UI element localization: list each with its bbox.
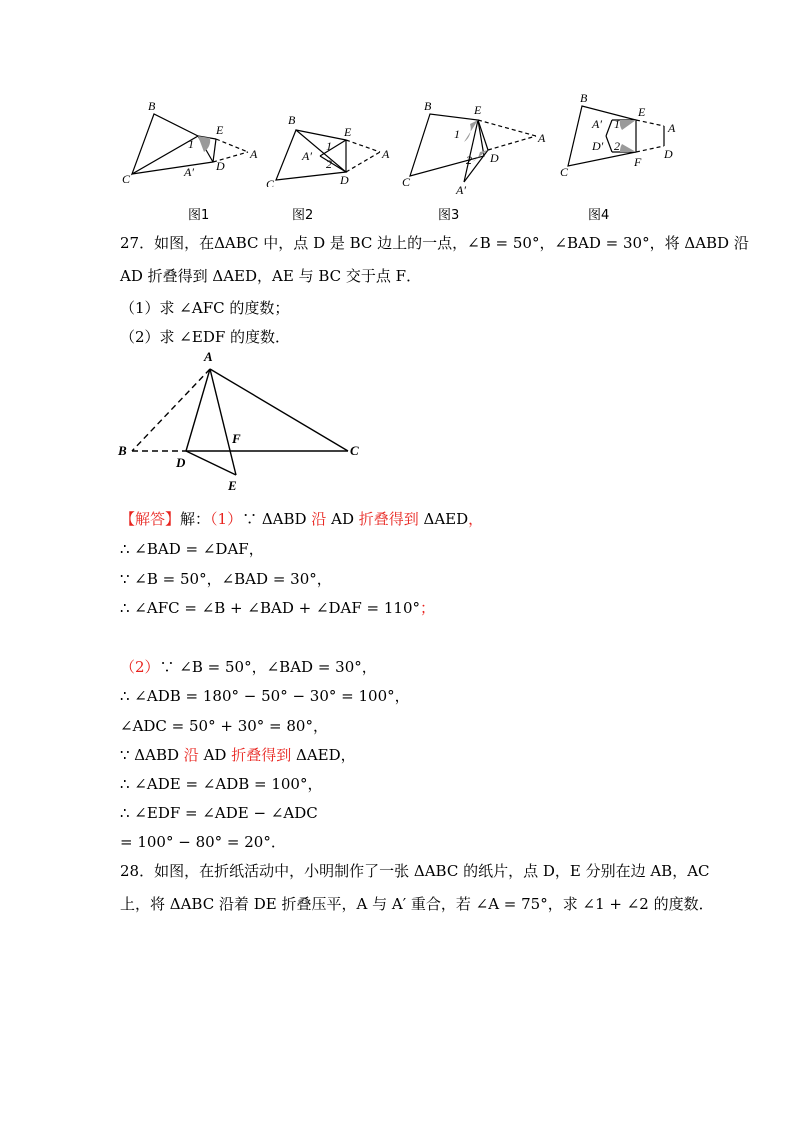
figure-row [120, 92, 700, 232]
fig1-label-d: D [216, 159, 225, 173]
solution-part-2-tag: （2） [120, 658, 160, 676]
fig4-label-b: B [580, 92, 588, 105]
q27-diagram [116, 345, 376, 499]
figure-1-caption: 图1 [188, 208, 210, 223]
figure-2-caption: 图2 [292, 208, 314, 223]
q27-label-d: D [176, 455, 186, 470]
fig1-label-1: 1 [188, 137, 194, 151]
q28-line-2: 上，将 ΔABC 沿着 DE 折叠压平，A 与 A′ 重合，若 ∠A = 75°，求 ∠1 + ∠2 的度数． [120, 895, 714, 913]
fig2-label-1: 1 [326, 139, 332, 153]
solution-step-7-c: AD [203, 746, 227, 764]
solution-part-2-text: ∵ ∠B = 50°，∠BAD = 30°， [159, 658, 377, 676]
solution-jie: 解： [180, 510, 211, 528]
solution-because: ∵ ΔABD [242, 510, 307, 528]
solution-step-7 [120, 745, 356, 765]
fig3-label-e: E [474, 103, 482, 117]
solution-step-5: ∴ ∠ADB = 180° − 50° − 30° = 100°， [120, 687, 410, 705]
solution-comma: ， [468, 510, 484, 528]
fig3-label-b: B [424, 99, 432, 113]
q27-label-c: C [350, 443, 359, 458]
fig4-label-2: 2 [614, 139, 620, 153]
solution-step-6: ∠ADC = 50° + 30° = 80°， [120, 717, 328, 735]
fig3-label-1: 1 [454, 127, 460, 141]
figure-2 [260, 92, 400, 187]
figure-1-diagram [120, 92, 260, 187]
solution-tag: 【解答】 [120, 510, 181, 528]
fig2-label-2: 2 [326, 157, 332, 171]
q27-label-e: E [228, 478, 237, 493]
solution-along: 沿 [306, 510, 332, 528]
solution-step-2: ∵ ∠B = 50°，∠BAD = 30°， [120, 570, 332, 588]
solution-step-3-end: ； [420, 599, 436, 617]
fig1-label-a: A [250, 147, 258, 161]
fig3-label-a1: A′ [456, 183, 466, 197]
fig4-label-f: F [634, 155, 642, 169]
figure-3-diagram [400, 92, 550, 197]
q27-label-b: B [118, 443, 127, 458]
fig1-label-c: C [122, 172, 131, 186]
figure-3 [400, 92, 550, 197]
fig4-label-a1: A′ [592, 117, 602, 131]
q28-line-1: 28．如图，在折纸活动中，小明制作了一张 ΔABC 的纸片，点 D，E 分别在边 AB，AC [120, 862, 710, 880]
fig4-label-a: A [668, 121, 676, 135]
solution-step-7-a: ∵ ΔABD [120, 746, 180, 764]
solution-ad: AD [331, 510, 354, 528]
solution-step-7-d: 折叠得到 [226, 746, 296, 764]
solution-step-3-text: ∴ ∠AFC = ∠B + ∠BAD + ∠DAF = 110° [120, 599, 421, 617]
solution-step-1: ∴ ∠BAD = ∠DAF， [120, 540, 264, 558]
fig4-label-d1: D′ [592, 139, 604, 153]
fig3-label-2: 2 [466, 153, 472, 167]
fig2-label-a: A [382, 147, 390, 161]
solution-step-10: = 100° − 80° = 20°． [120, 833, 286, 851]
fig4-label-e: E [638, 105, 646, 119]
figure-4-caption: 图4 [588, 208, 610, 223]
solution-aed: ΔAED [423, 510, 469, 528]
figure-2-diagram [260, 92, 400, 187]
solution-step-7-b: 沿 [179, 746, 204, 764]
q27-part-2: （2）求 ∠EDF 的度数． [120, 328, 291, 346]
solution-step-3 [120, 598, 435, 618]
solution-header [120, 509, 483, 529]
solution-step-9: ∴ ∠EDF = ∠ADE − ∠ADC [120, 804, 318, 822]
solution-fold: 折叠得到 [353, 510, 424, 528]
fig2-label-e: E [344, 125, 352, 139]
fig4-label-d: D [664, 147, 673, 161]
fig2-label-d: D [340, 173, 349, 187]
solution-step-8: ∴ ∠ADE = ∠ADB = 100°， [120, 775, 323, 793]
q27-diagram-svg [116, 345, 376, 495]
fig4-label-c: C [560, 165, 569, 179]
solution-part-2-header [120, 657, 377, 677]
figure-4-diagram [560, 92, 700, 187]
solution-step-7-e: ΔAED， [295, 746, 356, 764]
figure-4 [560, 92, 700, 187]
fig1-label-b: B [148, 99, 156, 113]
fig1-label-e: E [216, 123, 224, 137]
q27-label-f: F [232, 431, 241, 446]
fig2-label-a1: A′ [302, 149, 312, 163]
figure-3-caption: 图3 [438, 208, 460, 223]
q27-label-a: A [204, 349, 213, 364]
fig1-label-a1: A′ [184, 165, 194, 179]
figure-1 [120, 92, 260, 187]
q27-line-2: AD 折叠得到 ΔAED，AE 与 BC 交于点 F． [120, 267, 422, 285]
fig4-label-1: 1 [614, 117, 620, 131]
fig3-label-a: A [538, 131, 546, 145]
fig2-label-c: C [266, 177, 275, 187]
fig3-label-c: C [402, 175, 411, 189]
fig3-label-d: D [490, 151, 499, 165]
solution-part-1-tag: （1） [210, 510, 243, 528]
fig2-label-b: B [288, 113, 296, 127]
q27-line-1: 27．如图，在ΔABC 中，点 D 是 BC 边上的一点，∠B = 50°，∠BAD = 30°，将 ΔABD 沿 [120, 234, 749, 252]
q27-part-1: （1）求 ∠AFC 的度数； [120, 299, 290, 317]
